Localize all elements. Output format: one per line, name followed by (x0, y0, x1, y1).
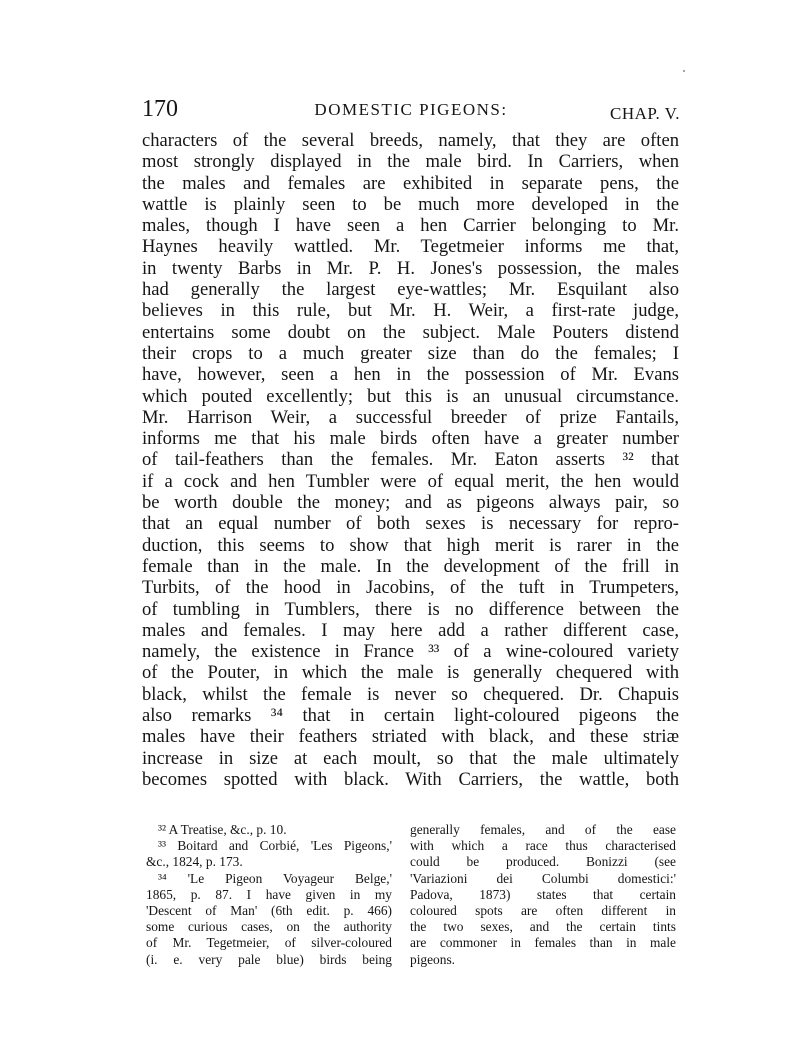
footnote-line: ³³ Boitard and Corbié, 'Les Pigeons,' (158, 838, 392, 854)
body-line: if a cock and hen Tumbler were of equal merit, the hen would (142, 470, 679, 492)
footnote-line: pigeons. (410, 951, 456, 967)
page-header (142, 96, 680, 130)
footnote-line: could be produced. Bonizzi (see (410, 854, 676, 870)
page-number: 170 (142, 96, 178, 122)
body-line: wattle is plainly seen to be much more developed in the (142, 193, 679, 215)
body-line: Turbits, of the hood in Jacobins, of the tuft in Trumpeters, (142, 577, 679, 599)
body-line: males and females. I may here add a rather different case, (142, 619, 679, 641)
running-head: DOMESTIC PIGEONS: (314, 100, 508, 119)
body-line: Mr. Harrison Weir, a successful breeder of prize Fantails, (142, 406, 679, 428)
footnote-line: 'Descent of Man' (6th edit. p. 466) (146, 902, 392, 918)
body-line: black, whilst the female is never so chequered. Dr. Chapuis (142, 683, 679, 705)
footnote-line: of Mr. Tegetmeier, of silver-coloured (146, 935, 392, 951)
footnote-line: &c., 1824, p. 173. (146, 854, 243, 870)
body-line: which pouted excellently; but this is an unusual circumstance. (142, 385, 679, 407)
footnote-line: are commoner in females than in male (410, 935, 676, 951)
footnote-line: the two sexes, and the certain tints (410, 919, 676, 935)
body-line: of tail-feathers than the females. Mr. Eaton asserts ³² that (142, 449, 679, 471)
body-line: had generally the largest eye-wattles; Mr. Esquilant also (142, 279, 679, 301)
body-line: characters of the several breeds, namely, that they are often (142, 130, 679, 151)
body-line: the males and females are exhibited in separate pens, the (142, 172, 679, 194)
body-line: duction, this seems to show that high merit is rarer in the (142, 534, 679, 556)
body-text (142, 130, 679, 790)
body-line: in twenty Barbs in Mr. P. H. Jones's possession, the males (142, 257, 679, 279)
body-line: have, however, seen a hen in the possession of Mr. Evans (142, 364, 679, 386)
footnote-line: with which a race thus characterised (410, 838, 676, 854)
body-line: namely, the existence in France ³³ of a wine-coloured variety (142, 641, 679, 663)
footnote-line: ³² A Treatise, &c., p. 10. (158, 822, 287, 837)
chapter-label: CHAP. V. (610, 104, 680, 123)
footnote-line: generally females, and of the ease (410, 822, 676, 837)
footnote-line: some curious cases, on the authority (146, 919, 392, 935)
body-line: their crops to a much greater size than do the females; I (142, 342, 679, 364)
footnote-line: coloured spots are often different in (410, 902, 676, 918)
body-line: be worth double the money; and as pigeons always pair, so (142, 492, 679, 514)
footnotes-right-column (410, 822, 676, 968)
body-line: female than in the male. In the development of the frill in (142, 555, 679, 577)
body-line: males have their feathers striated with black, and these striæ (142, 726, 679, 748)
footnote-line: 'Variazioni dei Columbi domestici:' (410, 870, 676, 886)
body-line: Haynes heavily wattled. Mr. Tegetmeier informs me that, (142, 236, 679, 258)
footnote-line: (i. e. very pale blue) birds being (146, 951, 392, 967)
footnotes-left-column (146, 822, 392, 968)
body-line: of tumbling in Tumblers, there is no difference between the (142, 598, 679, 620)
body-line: of the Pouter, in which the male is generally chequered with (142, 662, 679, 684)
body-line: increase in size at each moult, so that the male ultimately (142, 747, 679, 769)
page-speck (683, 70, 685, 72)
footnote-line: 1865, p. 87. I have given in my (146, 886, 392, 902)
body-line: entertains some doubt on the subject. Male Pouters distend (142, 321, 679, 343)
body-line: believes in this rule, but Mr. H. Weir, a first-rate judge, (142, 300, 679, 322)
footnotes (142, 822, 680, 972)
body-line: most strongly displayed in the male bird. In Carriers, when (142, 151, 679, 173)
body-line: informs me that his male birds often have a greater number (142, 428, 679, 450)
footnote-line: Padova, 1873) states that certain (410, 886, 676, 902)
footnote-line: ³⁴ 'Le Pigeon Voyageur Belge,' (158, 870, 392, 886)
body-line: also remarks ³⁴ that in certain light-coloured pigeons the (142, 705, 679, 727)
body-line: males, though I have seen a hen Carrier belonging to Mr. (142, 215, 679, 237)
body-line: that an equal number of both sexes is necessary for repro- (142, 513, 679, 535)
body-line: becomes spotted with black. With Carriers, the wattle, both (142, 768, 679, 790)
